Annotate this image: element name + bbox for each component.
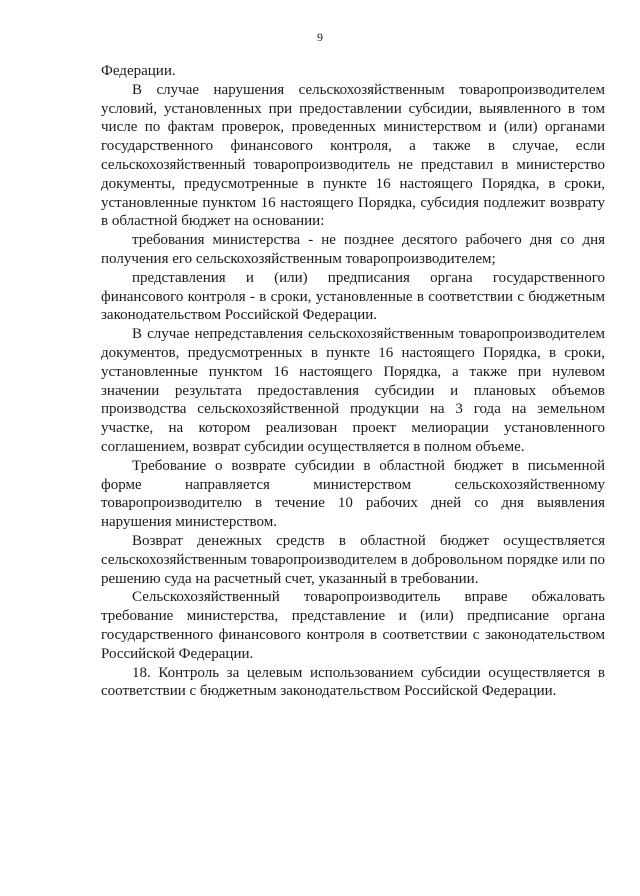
paragraph-continuation: Федерации. <box>101 63 176 79</box>
document-body <box>101 62 605 701</box>
paragraph-money-return: Возврат денежных средств в областной бюджет осуществляется сельскохозяйственным товаропроизводителем в добровольном порядке или по решению суда на расчетный счет, указанный в требовании. <box>101 532 605 587</box>
page-number: 9 <box>317 30 323 44</box>
paragraph-full-refund: В случае непредставления сельскохозяйственным товаропроизводителем документов, предусмотренных в пункте 16 настоящего Порядка, в сроки, установленные пунктом 16 настоящего Порядка, а также при нулевом значении результата предоставления субсидии и плановых объемов производства сельскохозяйственной продукции на 3 года на земельном участке, на котором реализован проект мелиорации установленного соглашением, возврат субсидии осуществляется в полном объеме. <box>101 326 605 455</box>
paragraph-item-18: 18. Контроль за целевым использованием субсидии осуществляется в соответствии с бюджетным законодательством Российской Федерации. <box>101 664 605 700</box>
paragraph-appeal-right: Сельскохозяйственный товаропроизводитель вправе обжаловать требование министерства, представление и (или) предписание органа государственного финансового контроля в соответствии с законодательством Российской Федерации. <box>101 589 605 662</box>
paragraph-refund-requirement: Требование о возврате субсидии в областной бюджет в письменной форме направляется министерством сельскохозяйственному товаропроизводителю в течение 10 рабочих дней со дня выявления нарушения министерством. <box>101 457 605 531</box>
paragraph-ministry-requirement: требования министерства - не позднее десятого рабочего дня со дня получения его сельскохозяйственным товаропроизводителем; <box>101 232 605 267</box>
paragraph-subsidy-violation: В случае нарушения сельскохозяйственным товаропроизводителем условий, установленных при предоставлении субсидии, выявленного в том числе по фактам проверок, проведенных министерством и (или) органами государственного финансового контроля, а также в случае, если сельскохозяйственный товаропроизводитель не представил в министерство документы, предусмотренные в пункте 16 настоящего Порядка, в сроки, установленные пунктом 16 настоящего Порядка, субсидия подлежит возврату в областной бюджет на основании: <box>101 81 605 230</box>
paragraph-financial-control: представления и (или) предписания органа государственного финансового контроля - в сроки, установленные в соответствии с бюджетным законодательством Российской Федерации. <box>101 269 605 324</box>
